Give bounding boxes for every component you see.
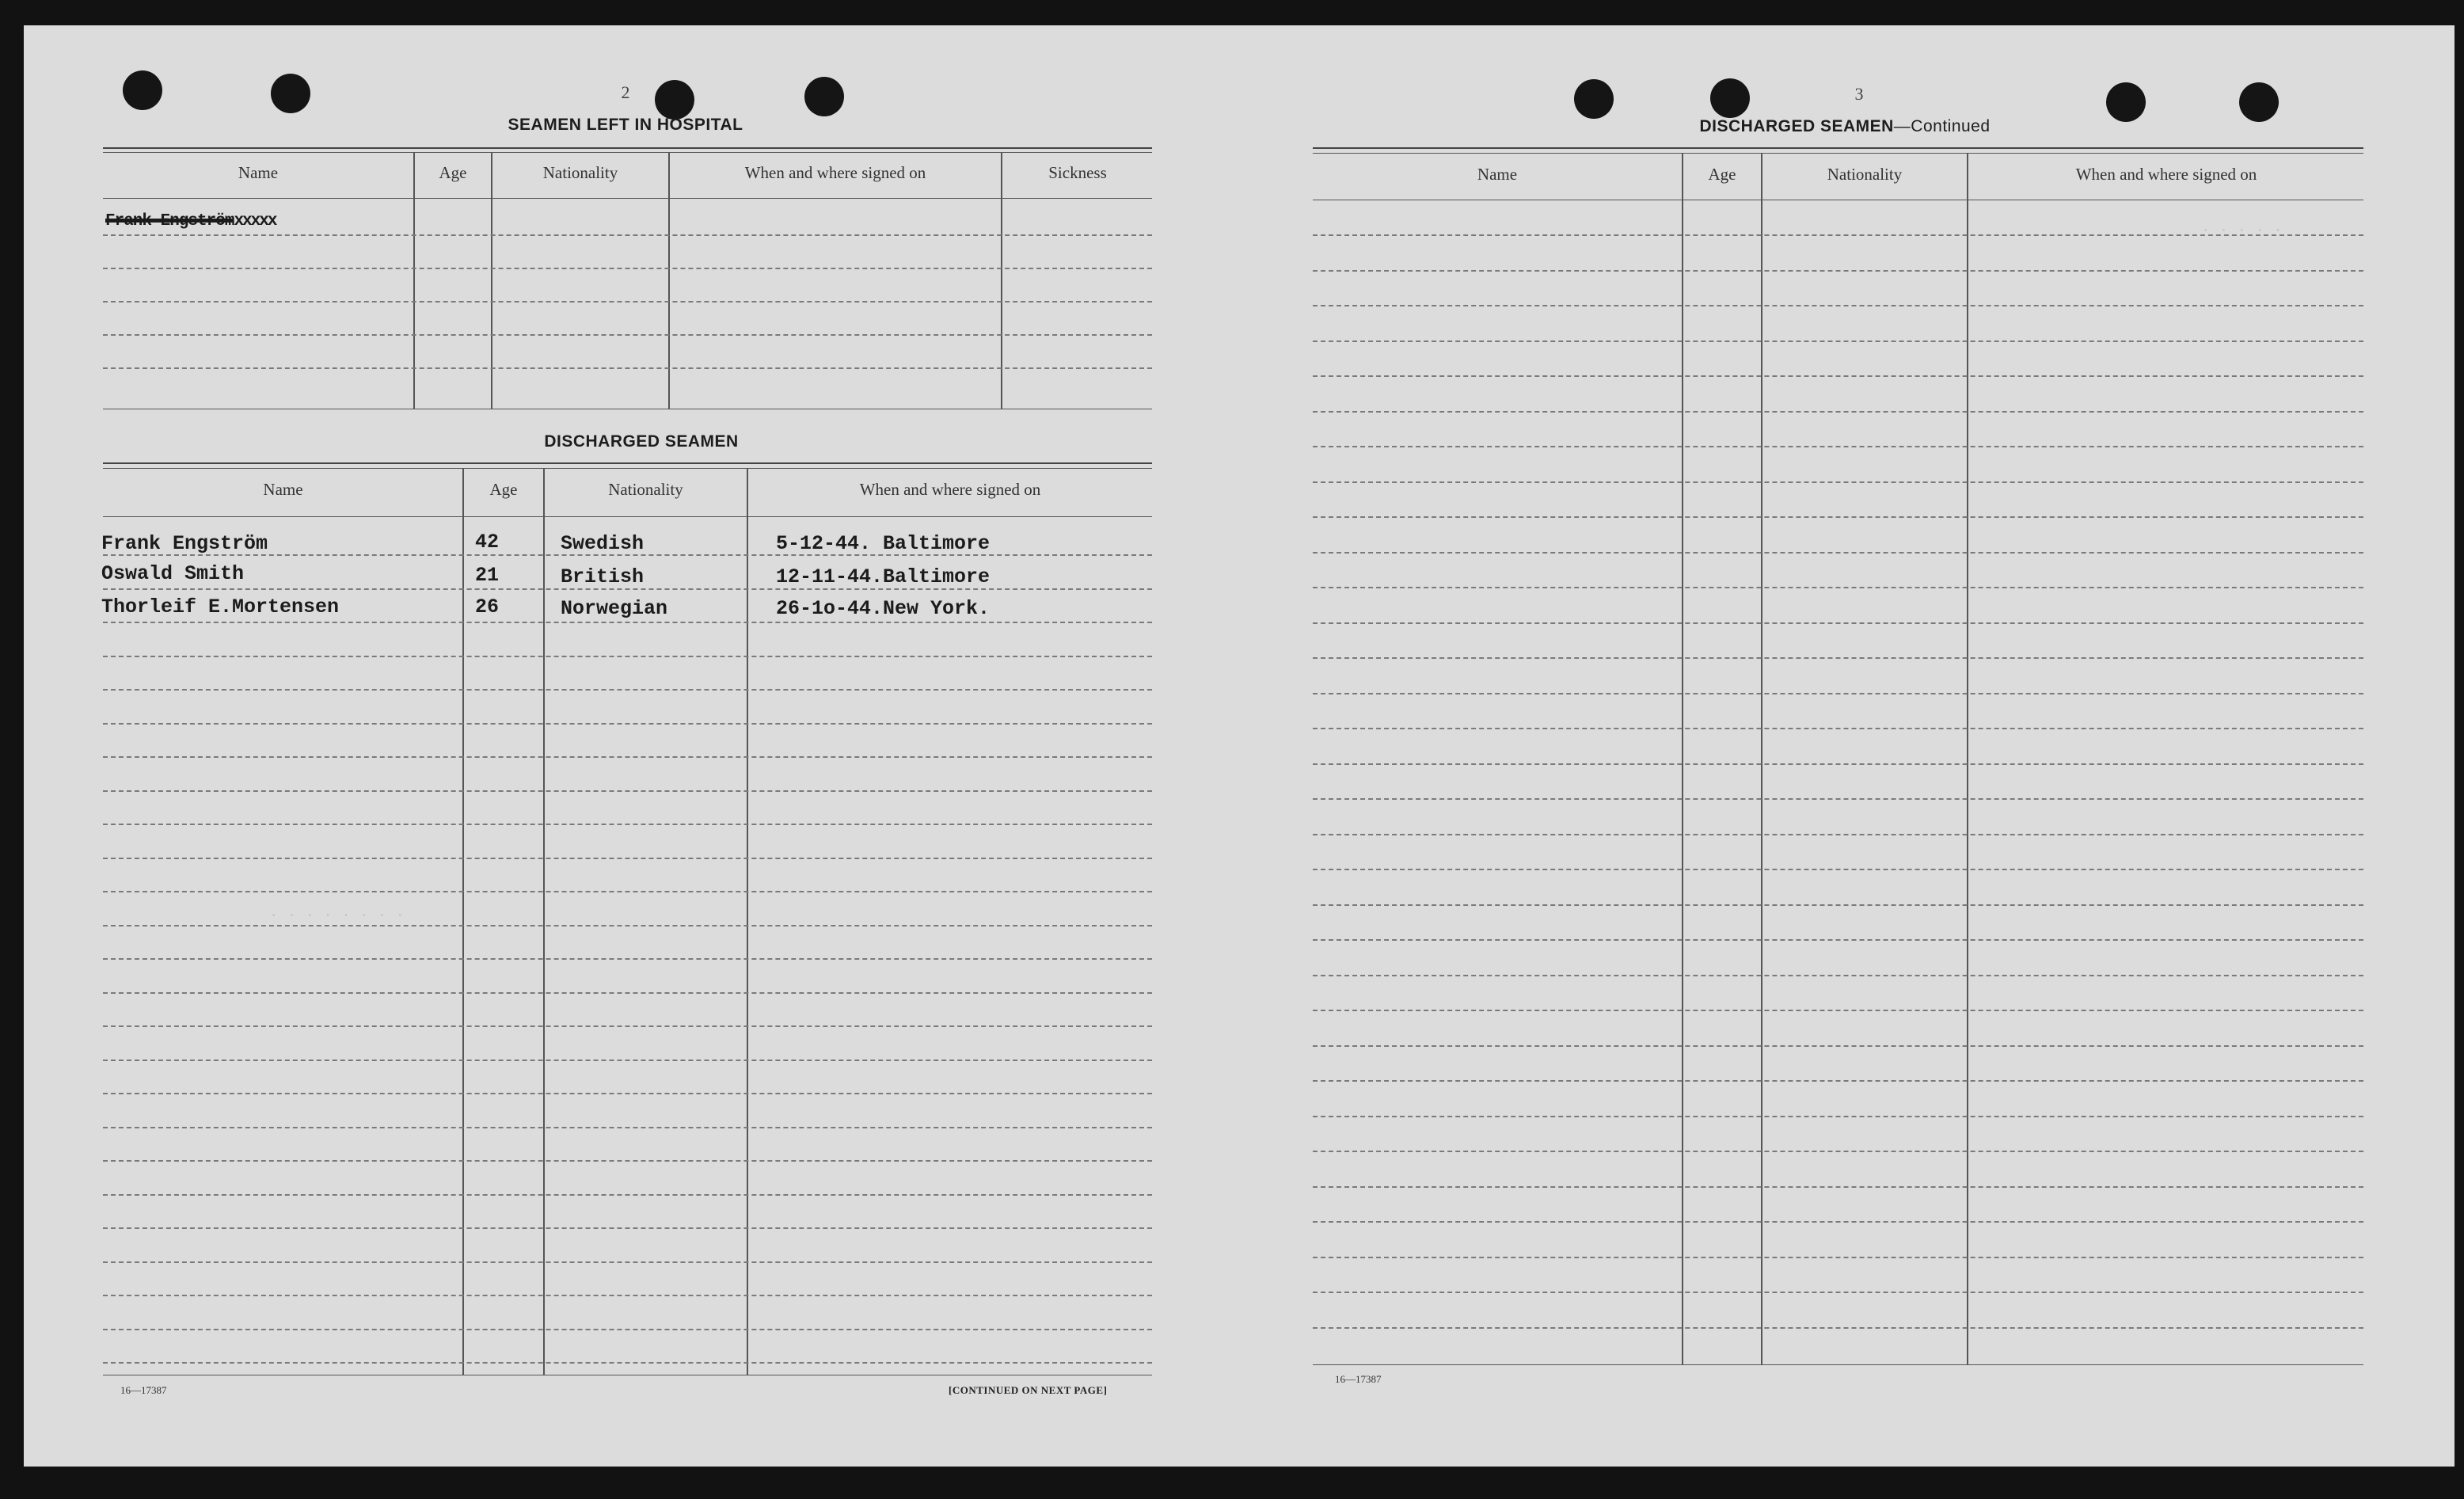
column-header-name: Name [1477, 165, 1518, 184]
column-header-nationality: Nationality [542, 163, 618, 182]
entry-line [103, 622, 1152, 623]
table-rule [103, 516, 1152, 517]
seaman-nationality: Swedish [561, 532, 645, 555]
form-number: 16—17387 [1335, 1373, 1382, 1385]
bleed-through-mark: · · · · · [2201, 222, 2283, 239]
table-rule [103, 462, 1152, 464]
page-number-right: 3 [1854, 84, 1864, 104]
entry-line [103, 1295, 1152, 1296]
table-rule [103, 198, 1152, 199]
seaman-signed-on: 5-12-44. Baltimore [776, 532, 991, 555]
entry-line [103, 1060, 1152, 1061]
entry-line [103, 301, 1152, 302]
entry-line [1313, 1116, 2363, 1117]
column-divider [491, 152, 492, 409]
column-divider [1761, 153, 1762, 1364]
table-rule [1313, 1364, 2363, 1365]
column-divider [543, 468, 545, 1375]
entry-line [1313, 1151, 2363, 1152]
entry-line [1313, 341, 2363, 342]
entry-line [103, 367, 1152, 369]
form-number: 16—17387 [120, 1384, 167, 1396]
entry-line [1313, 1292, 2363, 1293]
continued-note: [CONTINUED ON NEXT PAGE] [949, 1384, 1108, 1396]
column-divider [747, 468, 748, 1375]
entry-line [103, 1362, 1152, 1364]
entry-line [103, 234, 1152, 236]
entry-line [103, 824, 1152, 825]
entry-line [103, 756, 1152, 758]
entry-line [1313, 657, 2363, 659]
entry-line [103, 1127, 1152, 1128]
seaman-signed-on: 12-11-44.Baltimore [776, 565, 991, 588]
column-divider [668, 152, 670, 409]
entry-line [1313, 693, 2363, 694]
column-header-nationality: Nationality [608, 480, 683, 499]
column-header-name: Name [263, 480, 303, 499]
entry-line [1313, 1327, 2363, 1329]
entry-line [1313, 622, 2363, 624]
column-divider [1967, 153, 1968, 1364]
entry-line [1313, 1045, 2363, 1047]
entry-line [1313, 869, 2363, 870]
entry-line [103, 925, 1152, 926]
continued-suffix: —Continued [1893, 117, 1991, 135]
entry-line [1313, 904, 2363, 906]
bleed-through-mark: · · · · · · · · [269, 907, 405, 924]
punch-hole [804, 77, 844, 116]
punch-hole [1574, 79, 1614, 119]
entry-line [103, 689, 1152, 691]
strike-overtype: xxxxx [234, 212, 276, 230]
discharged-title-text: DISCHARGED SEAMEN [1699, 117, 1894, 135]
entry-line [1313, 1186, 2363, 1188]
seaman-nationality: British [561, 565, 645, 588]
entry-line [103, 1025, 1152, 1027]
entry-line [1313, 728, 2363, 729]
column-header-signed-on: When and where signed on [744, 163, 926, 182]
seaman-nationality: Norwegian [561, 597, 668, 620]
entry-line [103, 334, 1152, 336]
discharged-section-title: DISCHARGED SEAMEN [544, 432, 739, 451]
entry-line [103, 1261, 1152, 1263]
column-header-age: Age [489, 480, 518, 499]
entry-line [103, 1093, 1152, 1094]
punch-hole [271, 74, 310, 113]
punch-hole [655, 80, 694, 120]
seaman-name: Thorleif E.Mortensen [101, 595, 340, 618]
entry-line [1313, 1010, 2363, 1011]
column-divider [1001, 152, 1002, 409]
entry-line [1313, 481, 2363, 483]
column-header-age: Age [1708, 165, 1736, 184]
entry-line [1313, 411, 2363, 413]
entry-line [103, 858, 1152, 859]
entry-line [1313, 446, 2363, 447]
entry-line [103, 891, 1152, 892]
column-header-sickness: Sickness [1048, 163, 1107, 182]
table-rule [103, 152, 1152, 153]
entry-line [1313, 1080, 2363, 1082]
entry-line [103, 268, 1152, 269]
table-rule [1313, 147, 2363, 149]
entry-line [1313, 975, 2363, 976]
seaman-age: 26 [475, 595, 500, 618]
column-header-signed-on: When and where signed on [859, 480, 1041, 499]
entry-line [103, 1227, 1152, 1229]
entry-line [1313, 939, 2363, 941]
entry-line [103, 790, 1152, 792]
entry-line [1313, 270, 2363, 272]
column-divider [1682, 153, 1683, 1364]
entry-line [103, 992, 1152, 994]
entry-line [1313, 305, 2363, 306]
struck-out-name: Frank Engström [105, 212, 234, 230]
entry-line [1313, 798, 2363, 800]
entry-line [1313, 834, 2363, 835]
entry-line [103, 1329, 1152, 1330]
column-header-nationality: Nationality [1827, 165, 1903, 184]
entry-line [1313, 516, 2363, 518]
punch-hole [2239, 82, 2279, 122]
entry-line [103, 1160, 1152, 1162]
seaman-name: Oswald Smith [101, 562, 245, 585]
entry-line [1313, 375, 2363, 377]
discharged-continued-title [1615, 117, 2074, 136]
table-rule [1313, 153, 2363, 154]
column-header-name: Name [238, 163, 279, 182]
punch-hole [2106, 82, 2146, 122]
seaman-age: 42 [475, 531, 500, 554]
column-header-age: Age [439, 163, 467, 182]
page-number-left: 2 [621, 82, 630, 102]
document-sheet [24, 25, 2454, 1467]
hospital-section-title: SEAMEN LEFT IN HOSPITAL [508, 116, 743, 134]
seaman-signed-on: 26-1o-44.New York. [776, 597, 991, 620]
seaman-name: Frank Engström [101, 532, 268, 555]
column-header-signed-on: When and where signed on [2075, 165, 2257, 184]
entry-line [1313, 1221, 2363, 1223]
entry-line [103, 656, 1152, 657]
entry-line [1313, 587, 2363, 588]
table-rule [103, 468, 1152, 469]
punch-hole [1710, 78, 1750, 118]
entry-line [1313, 763, 2363, 765]
seaman-age: 21 [475, 564, 500, 587]
punch-hole [123, 70, 162, 110]
table-rule [103, 147, 1152, 149]
column-divider [462, 468, 464, 1375]
entry-line [1313, 552, 2363, 554]
entry-line [1313, 1257, 2363, 1258]
entry-line [1313, 234, 2363, 236]
struck-out-entry [105, 212, 276, 230]
column-divider [413, 152, 415, 409]
entry-line [103, 723, 1152, 725]
entry-line [103, 958, 1152, 960]
entry-line [103, 1194, 1152, 1196]
